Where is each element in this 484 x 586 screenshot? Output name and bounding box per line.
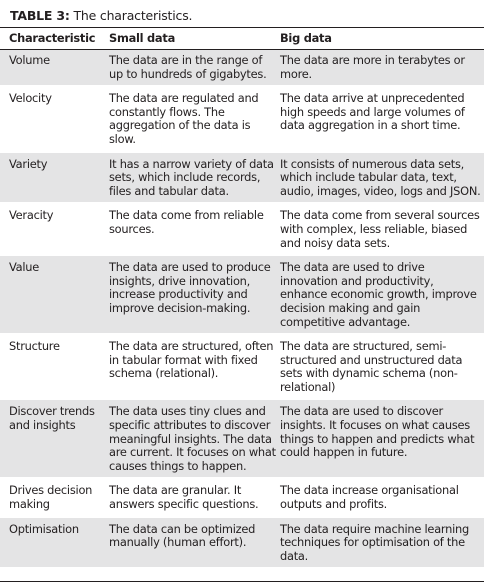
cell-small-data: The data come from reliable sources. (107, 203, 278, 255)
cell-big-data: The data come from several sources with complex, less reliable, biased and noisy data sets. (278, 203, 484, 255)
cell-small-data: It has a narrow variety of data sets, which include records, files and tabular data. (107, 152, 278, 204)
cell-big-data: The data are used to drive innovation and productivity, enhance economic growth, improve decision making and gain competitive advantage. (278, 255, 484, 334)
cell-characteristic: Optimisation (0, 517, 107, 568)
table-caption (10, 8, 192, 24)
cell-small-data: The data are structured, often in tabular format with fixed schema (relational). (107, 334, 278, 399)
cell-characteristic: Variety (0, 152, 107, 204)
cell-big-data: The data are used to discover insights. It focuses on what causes things to happen and predicts what could happen in future. (278, 399, 484, 478)
cell-characteristic: Drives decision making (0, 478, 107, 516)
characteristics-table (0, 28, 484, 567)
cell-big-data: The data are structured, semi-structured and unstructured data sets with dynamic schema (non-relational) (278, 334, 484, 399)
table-body (0, 49, 484, 567)
cell-big-data: The data arrive at unprecedented high speeds and large volumes of data aggregation in a short time. (278, 86, 484, 151)
header-small-data: Small data (109, 31, 176, 45)
cell-small-data: The data are granular. It answers specific questions. (107, 478, 278, 516)
table-header (0, 28, 484, 49)
table-bottom-rule (0, 581, 484, 582)
cell-small-data: The data are regulated and constantly flows. The aggregation of the data is slow. (107, 86, 278, 151)
cell-characteristic: Structure (0, 334, 107, 399)
cell-small-data: The data are used to produce insights, drive innovation, increase productivity and improve decision-making. (107, 255, 278, 334)
table-caption-label: TABLE 3: (10, 8, 70, 23)
table-row (0, 152, 484, 204)
cell-big-data: The data are more in terabytes or more. (278, 49, 484, 86)
table-row (0, 399, 484, 478)
table-header-row (0, 28, 484, 49)
table-header-rule (0, 49, 484, 50)
table-row (0, 255, 484, 334)
cell-big-data: It consists of numerous data sets, which include tabular data, text, audio, images, video, logs and JSON. (278, 152, 484, 204)
table-caption-text: The characteristics. (69, 8, 193, 23)
cell-characteristic: Volume (0, 49, 107, 86)
table-row (0, 203, 484, 255)
table-row (0, 478, 484, 516)
table-row (0, 49, 484, 86)
table-row (0, 86, 484, 151)
cell-small-data: The data can be optimized manually (human effort). (107, 517, 278, 568)
cell-characteristic: Value (0, 255, 107, 334)
header-characteristic: Characteristic (9, 31, 96, 45)
cell-characteristic: Velocity (0, 86, 107, 151)
header-big-data: Big data (280, 31, 332, 45)
cell-small-data: The data are in the range of up to hundreds of gigabytes. (107, 49, 278, 86)
cell-small-data: The data uses tiny clues and specific attributes to discover meaningful insights. The data are current. It focuses on what causes things to happen. (107, 399, 278, 478)
cell-big-data: The data increase organisational outputs and profits. (278, 478, 484, 516)
cell-big-data: The data require machine learning techniques for optimisation of the data. (278, 517, 484, 568)
table-row (0, 334, 484, 399)
table-row (0, 517, 484, 568)
cell-characteristic: Veracity (0, 203, 107, 255)
cell-characteristic: Discover trends and insights (0, 399, 107, 478)
